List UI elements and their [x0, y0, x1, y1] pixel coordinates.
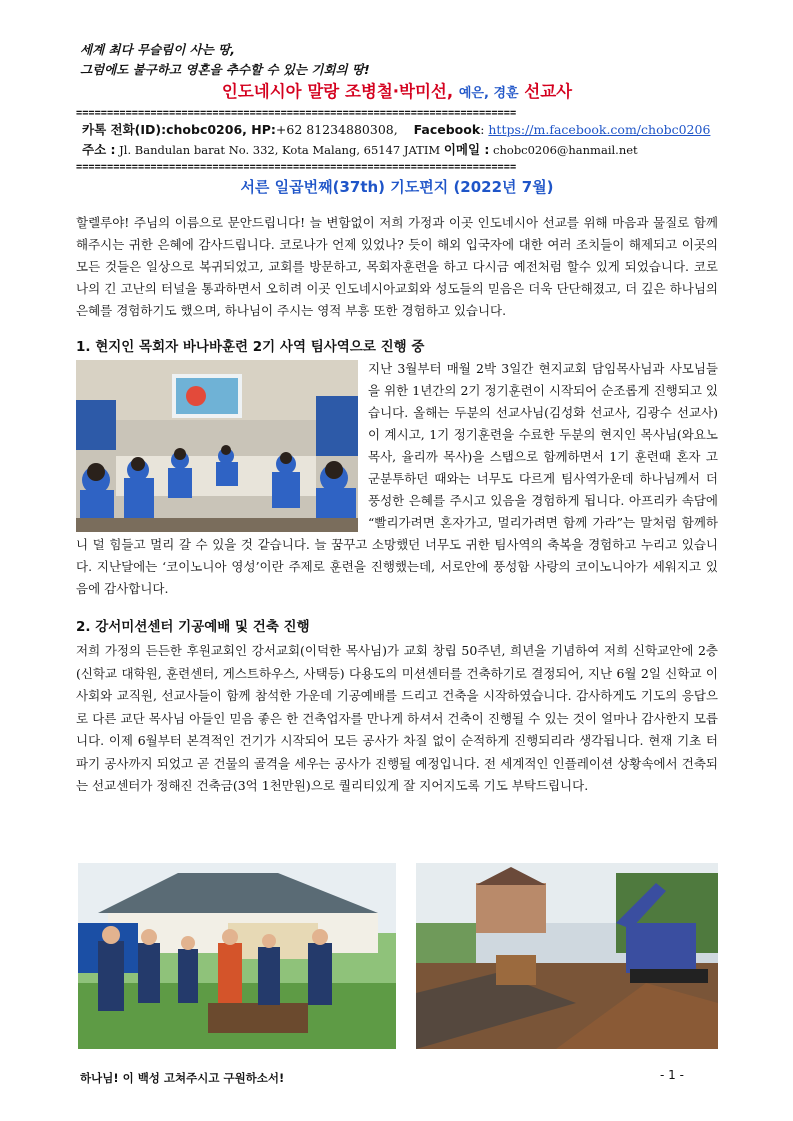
- divider-rule-2: =======================================================================: [76, 162, 517, 172]
- contact-label: 카톡 전화(ID):: [82, 122, 167, 137]
- page-number: - 1 -: [660, 1068, 684, 1082]
- tagline-2: 그럼에도 불구하고 영혼을 추수할 수 있는 기회의 땅!: [80, 62, 370, 77]
- section-1-heading: 1. 현지인 목회자 바나바훈련 2기 사역 팀사역으로 진행 중: [76, 339, 425, 355]
- tagline-1: 세계 최다 무슬림이 사는 땅,: [80, 42, 235, 57]
- address-line: [82, 140, 718, 160]
- missionary-heading: [76, 80, 718, 106]
- section-1-body-wrap: [76, 358, 718, 600]
- facebook-colon: :: [480, 122, 489, 137]
- mission-prefix: 인도네시아 말랑: [221, 82, 345, 101]
- training-session-photo: [76, 360, 358, 532]
- ceremony-photo-icon: [78, 863, 396, 1049]
- mission-suffix: 선교사: [518, 82, 573, 101]
- section-2-heading: 2. 강서미션센터 기공예배 및 건축 진행: [76, 619, 310, 635]
- divider-rule: =======================================================================: [76, 108, 517, 118]
- children-names: 예은, 경훈: [458, 86, 519, 101]
- groundbreaking-ceremony-photo: [78, 863, 396, 1049]
- construction-photos: [78, 863, 718, 1049]
- training-photo-icon: [76, 360, 358, 532]
- hp-label: , HP:: [242, 122, 276, 137]
- intro-paragraph: 할렐루야! 주님의 이름으로 문안드립니다! 늘 변함없이 저희 가정과 이곳 인도네시아 선교를 위해 마음과 물질로 함께해주시는 귀한 은혜에 감사드립니다. 코로나가 언제 있었나? 듯이 해외 입국자에 대한 여러 조치들이 해제되고 이곳의 모든 것들은 일상으로 복귀되었고, 교회를 방문하고, 목회자훈련을 하고 다시금 예전처럼 할수 있게 되었습니다. 코로나의 긴 고난의 터널을 통과하면서 오히려 이곳 인도네시아교회와 성도들의 믿음은 더욱 단단해졌고, 더 깊은 하나님의 은혜를 경험하기도 했으며, 하나님이 주시는 영적 부흥 또한 경험하고 있습니다.: [76, 215, 718, 318]
- missionary-names: 조병철·박미선,: [344, 82, 459, 101]
- section-2-body: 저희 가정의 든든한 후원교회인 강서교회(이덕한 목사님)가 교회 창립 50주년, 희년을 기념하여 저희 신학교안에 2층(신학교 대학원, 훈련센터, 게스트하우스, 사택등) 다용도의 미션센터를 건축하기로 결정되어, 지난 6월 2일 신학교 이사회와 교직원, 선교사들이 함께 참석한 가운데 기공예배를 드리고 건축을 시작하였습니다. 감사하게도 기도의 응답으로 다른 교단 목사님 아들인 믿음 좋은 한 건축업자를 만나게 하셔서 건축이 진행될 수 있는 것이 얼마나 감사한지 모릅니다. 이제 6월부터 본격적인 건기가 시작되어 모든 공사가 차질 없이 순적하게 진행되리라 생각됩니다. 현재 기초 터파기 공사까지 되었고 곧 건물의 골격을 세우는 공사가 진행될 예정입니다. 전 세계적인 인플레이션 상황속에서 건축되는 선교센터가 정해진 건축금(3억 1천만원)으로 퀄리티있게 잘 지어지도록 기도 부탁드립니다.: [76, 643, 718, 793]
- contact-line: [82, 120, 718, 140]
- footer-prayer: 하나님! 이 백성 고쳐주시고 구원하소서!: [80, 1071, 285, 1085]
- letter-page: [76, 40, 718, 798]
- facebook-link[interactable]: https://m.facebook.com/chobc0206: [488, 122, 711, 137]
- contact-id: chobc0206: [166, 122, 243, 137]
- email-label: 이메일 :: [443, 142, 490, 157]
- excavation-photo-icon: [416, 863, 718, 1049]
- letter-title: 서른 일곱번째(37th) 기도편지 (2022년 7월): [240, 178, 554, 196]
- excavation-site-photo: [416, 863, 718, 1049]
- address-value: Jl. Bandulan barat No. 332, Kota Malang, 65147 JATIM: [115, 143, 444, 157]
- hp-value: +62 81234880308,: [275, 122, 398, 137]
- section-1-body: 지난 3월부터 매월 2박 3일간 현지교회 담임목사님과 사모님들을 위한 1년간의 2기 정기훈련이 시작되어 순조롭게 진행되고 있습니다. 올해는 두분의 선교사님(김성화 선교사, 김광수 선교사)이 계시고, 1기 정기훈련을 수료한 두분의 현지인 목사님(와요노 목사, 율리까 목사)을 스탭으로 함께하면서 1기 훈련때 혼자 고군분투하던 때와는 너무도 다르게 팀사역가운데 하나님께서 더 풍성한 은혜를 주시고 있음을 경험하게 됩니다. 아프리카 속담에 “빨리가려면 혼자가고, 멀리가려면 함께 가라”는 말처럼 함께하니 덜 힘들고 멀리 갈 수 있을 것 같습니다. 늘 꿈꾸고 소망했던 너무도 귀한 팀사역의 축복을 경험하고 누리고 있습니다. 지난달에는 ‘코이노니아 영성’이란 주제로 훈련을 진행했는데, 서로안에 풍성함 사랑의 코이노니아가 세워지고 있음에 감사합니다.: [76, 361, 718, 596]
- facebook-label: Facebook: [413, 122, 481, 137]
- address-label: 주소 :: [82, 142, 116, 157]
- email-value: chobc0206@hanmail.net: [489, 143, 638, 157]
